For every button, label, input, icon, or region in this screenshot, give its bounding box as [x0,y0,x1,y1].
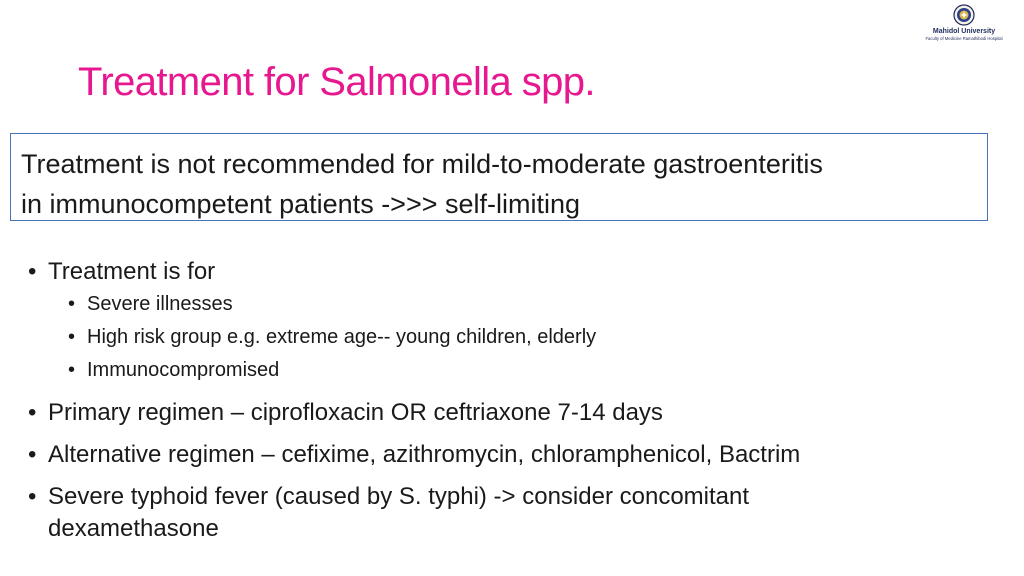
sub-bullet-severe-illnesses: • Severe illnesses [28,288,1008,321]
callout-line-2: in immunocompetent patients ->>> self-limiting [21,189,581,219]
sub-bullet-immunocompromised: • Immunocompromised [28,354,1008,387]
university-seal-icon [953,4,975,26]
bullet-list [28,256,1008,545]
slide-title: Treatment for Salmonella spp. [78,60,595,104]
sub-bullet-high-risk-group: • High risk group e.g. extreme age-- young children, elderly [28,321,1008,354]
callout-line-1: Treatment is not recommended for mild-to-moderate gastroenteritis [21,149,823,179]
faculty-name: Faculty of Medicine Ramathibodi Hospital [925,36,1003,41]
bullet-primary-regimen: • Primary regimen – ciprofloxacin OR ceftriaxone 7-14 days [28,397,1008,429]
university-logo [908,4,1020,41]
callout-box [10,133,988,221]
bullet-alternative-regimen: • Alternative regimen – cefixime, azithromycin, chloramphenicol, Bactrim [28,439,1008,471]
bullet-severe-typhoid-line-2: dexamethasone [48,515,219,542]
university-name: Mahidol University [932,28,996,35]
bullet-severe-typhoid-line-1: • Severe typhoid fever (caused by S. typhi) -> consider concomitant [48,483,750,510]
bullet-severe-typhoid [28,481,1008,545]
bullet-treatment-for: • Treatment is for [28,256,1008,288]
